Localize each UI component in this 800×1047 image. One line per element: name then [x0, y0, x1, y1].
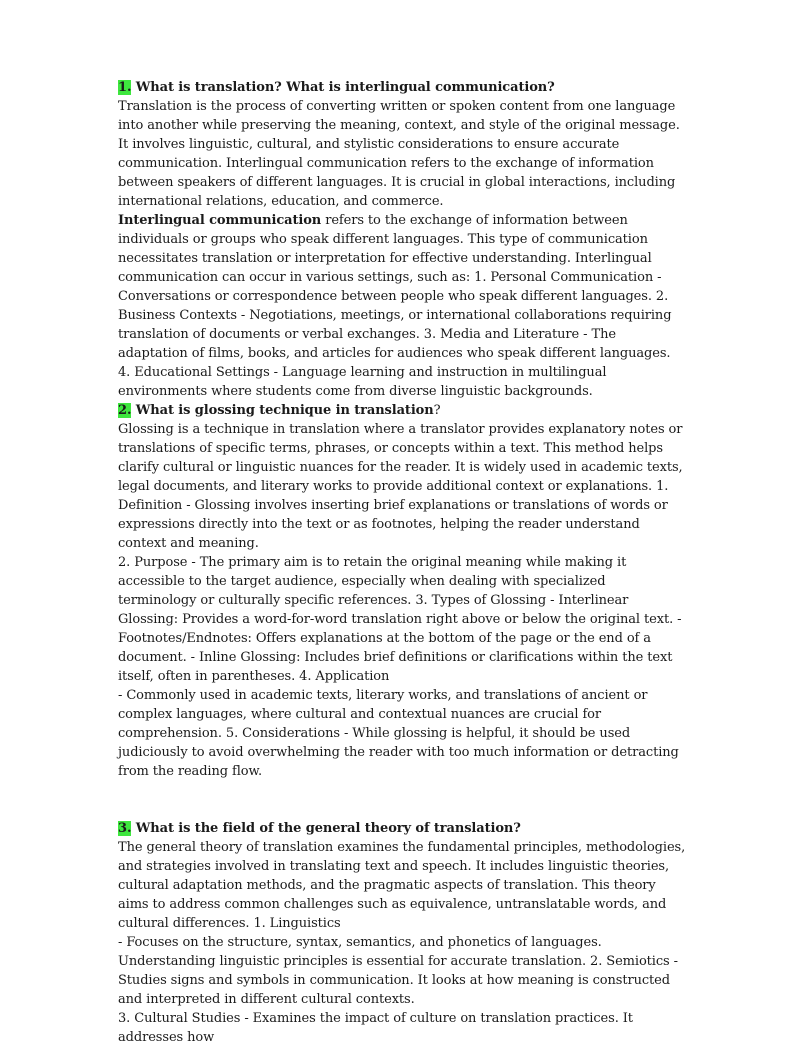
section-1-heading	[118, 78, 686, 97]
section-2-heading	[118, 401, 686, 420]
section-2-number: 2.	[118, 403, 132, 418]
document-body	[118, 78, 686, 1047]
section-3-paragraph-2: - Focuses on the structure, syntax, semantics, and phonetics of languages. Understanding linguistic principles is essential for accurate translation. 2. Semiotics - Studies signs and symbols in communication. It looks at how meaning is constructed and interpreted in different cultural contexts.	[118, 935, 678, 1007]
section-2-paragraph-1: Glossing is a technique in translation where a translator provides explanatory notes or translations of specific terms, phrases, or concepts within a text. This method helps clarify cultural or linguistic nuances for the reader. It is widely used in academic texts, legal documents, and literary works to provide additional context or explanations. 1. Definition - Glossing involves inserting brief explanations or translations of words or expressions directly into the text or as footnotes, helping the reader understand context and meaning.	[118, 422, 683, 551]
interlingual-definition: refers to the exchange of information between individuals or groups who speak different languages. This type of communication necessitates translation or interpretation for effective understanding. Interlingual communication can occur in various settings, such as: 1. Personal Communication - Conversations or correspondence between people who speak different languages. 2. Business Contexts - Negotiations, meetings, or international collaborations requiring translation of documents or verbal exchanges. 3. Media and Literature - The adaptation of films, books, and articles for audiences who speak different languages. 4. Educational Settings - Language learning and instruction in multilingual environments where students come from diverse linguistic backgrounds.	[118, 213, 672, 399]
section-1-title: What is translation? What is interlingual communication?	[131, 80, 555, 95]
section-3-title: What is the field of the general theory of translation?	[131, 821, 521, 836]
section-3-heading	[118, 819, 686, 838]
section-1-paragraph-2	[118, 211, 686, 401]
section-spacer	[118, 781, 686, 819]
section-2-title: What is glossing technique in translation	[131, 403, 434, 418]
section-1-number: 1.	[118, 80, 132, 95]
section-2-paragraph-3: - Commonly used in academic texts, literary works, and translations of ancient or complex languages, where cultural and contextual nuances are crucial for comprehension. 5. Considerations - While glossing is helpful, it should be used judiciously to avoid overwhelming the reader with too much information or detracting from the reading flow.	[118, 688, 679, 779]
interlingual-term: Interlingual communication	[118, 213, 322, 228]
section-3-paragraph-3: 3. Cultural Studies - Examines the impact of culture on translation practices. It addresses how	[118, 1011, 633, 1045]
section-3-paragraph-1: The general theory of translation examines the fundamental principles, methodologies, and strategies involved in translating text and speech. It includes linguistic theories, cultural adaptation methods, and the pragmatic aspects of translation. This theory aims to address common challenges such as equivalence, untranslatable words, and cultural differences. 1. Linguistics	[118, 840, 686, 931]
section-1-paragraph-1: Translation is the process of converting written or spoken content from one language into another while preserving the meaning, context, and style of the original message. It involves linguistic, cultural, and stylistic considerations to ensure accurate communication. Interlingual communication refers to the exchange of information between speakers of different languages. It is crucial in global interactions, including international relations, education, and commerce.	[118, 99, 680, 209]
section-2-title-tail: ?	[433, 403, 441, 418]
section-3-number: 3.	[118, 821, 132, 836]
section-2-paragraph-2: 2. Purpose - The primary aim is to retain the original meaning while making it accessible to the target audience, especially when dealing with specialized terminology or culturally specific references. 3. Types of Glossing - Interlinear Glossing: Provides a word-for-word translation right above or below the original text. - Footnotes/Endnotes: Offers explanations at the bottom of the page or the end of a document. - Inline Glossing: Includes brief definitions or clarifications within the text itself, often in parentheses. 4. Application	[118, 555, 682, 684]
